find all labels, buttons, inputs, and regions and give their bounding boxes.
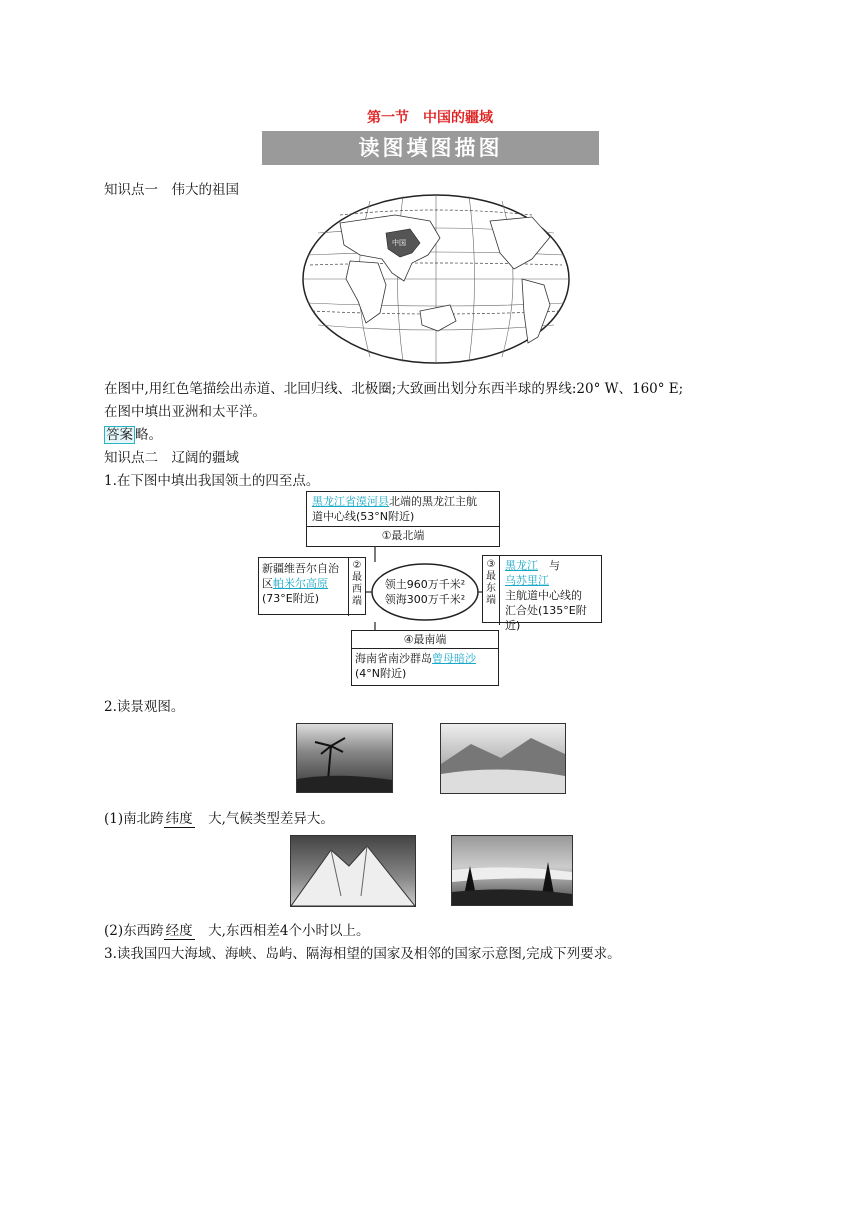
east-and: 与 <box>549 559 560 572</box>
south-text-2: (4°N附近) <box>355 667 407 680</box>
q3-text: 3.读我国四大海域、海峡、岛屿、隔海相望的国家及相邻的国家示意图,完成下列要求。 <box>104 946 621 962</box>
q2-1-answer: 纬度 <box>165 811 193 827</box>
north-text-2: 道中心线(53°N附近) <box>312 510 415 523</box>
center-land: 领土960万千米² <box>384 578 466 591</box>
south-label: ④最南端 <box>352 631 498 649</box>
east-box <box>482 555 602 632</box>
section-title: 第一节 中国的疆域 <box>367 110 493 126</box>
north-box <box>306 491 500 547</box>
east-text-1: 主航道中心线的 <box>505 589 582 602</box>
east-fill-1: 黑龙江 <box>505 559 538 572</box>
q2-2-prefix: (2)东西跨 <box>104 923 164 939</box>
kp1-heading: 知识点一 伟大的祖国 <box>104 182 239 198</box>
answer-text: 略。 <box>135 427 162 443</box>
south-box <box>351 630 499 686</box>
diagram-center <box>372 577 478 607</box>
banner <box>262 131 599 165</box>
snow-landscape-image <box>440 723 566 794</box>
kp1-instruction-2: 在图中填出亚洲和太平洋。 <box>104 404 266 420</box>
west-fill: 帕米尔高原 <box>273 577 328 590</box>
answer-label: 答案 <box>106 427 133 443</box>
north-label: ①最北端 <box>307 526 499 544</box>
q2-1-text <box>104 807 334 827</box>
west-text-1: 新疆维吾尔自治 <box>262 562 339 575</box>
center-sea: 领海300万千米² <box>384 593 466 606</box>
q1-text: 1.在下图中填出我国领土的四至点。 <box>104 473 320 489</box>
tropical-landscape-image <box>296 723 393 793</box>
q2-2-text <box>104 919 370 939</box>
north-text-1: 北端的黑龙江主航 <box>389 495 477 508</box>
kp1-instruction-1: 在图中,用红色笔描绘出赤道、北回归线、北极圈;大致画出划分东西半球的界线:20° W、160° E; <box>104 381 684 397</box>
q2-2-answer: 经度 <box>165 923 193 939</box>
north-fill: 黑龙江省漠河县 <box>312 495 389 508</box>
world-map <box>300 193 572 366</box>
west-text-2: 区 <box>262 577 273 590</box>
q2-1-suffix: 大,气候类型差异大。 <box>208 811 334 827</box>
forest-landscape-image <box>451 835 573 906</box>
q2-2-suffix: 大,东西相差4个小时以上。 <box>208 923 370 939</box>
west-text-3: (73°E附近) <box>262 592 320 605</box>
south-text-1: 海南省南沙群岛 <box>355 652 432 665</box>
q2-text: 2.读景观图。 <box>104 699 185 715</box>
east-label: ③最东端 <box>483 556 500 625</box>
mountain-landscape-image <box>290 835 416 907</box>
east-text-2: 汇合处(135°E附近) <box>505 604 587 632</box>
east-fill-2: 乌苏里江 <box>505 574 549 587</box>
kp2-heading: 知识点二 辽阔的疆域 <box>104 450 239 466</box>
west-box <box>258 557 366 615</box>
kp1-answer <box>104 423 162 443</box>
west-label: ②最西端 <box>348 558 365 616</box>
q2-1-prefix: (1)南北跨 <box>104 811 164 827</box>
map-china-label: 中国 <box>392 239 406 247</box>
banner-text: 读图填图描图 <box>358 136 503 160</box>
south-fill: 曾母暗沙 <box>432 652 476 665</box>
